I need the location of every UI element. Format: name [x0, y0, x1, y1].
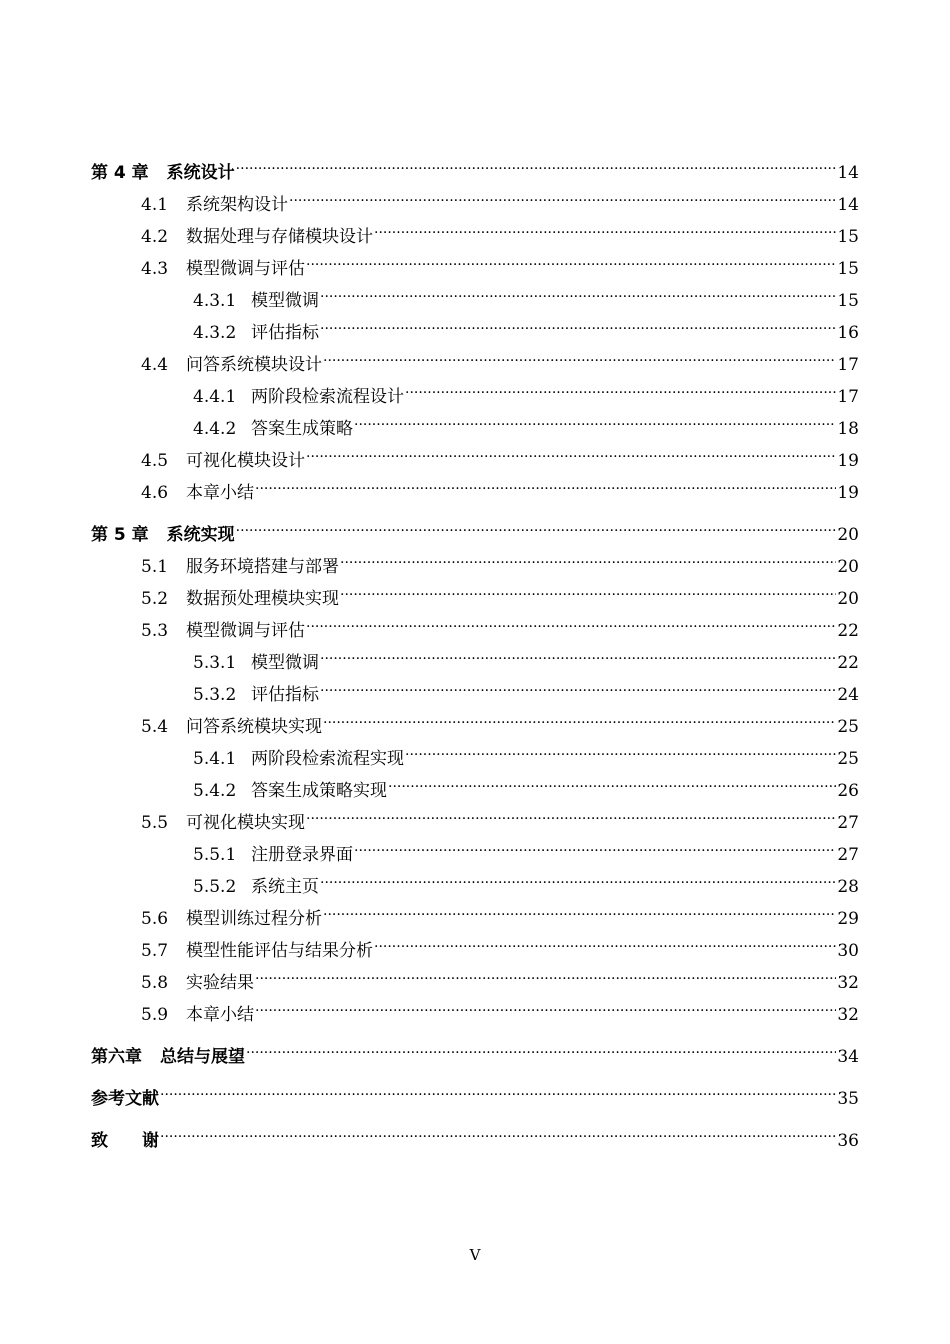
toc-entry-title — [141, 711, 322, 743]
toc-entry-title — [141, 967, 254, 999]
toc-entry-text: 数据处理与存储模块设计 — [186, 227, 373, 247]
dot-leader — [354, 402, 836, 434]
dot-leader — [323, 700, 836, 732]
toc-entry-page: 15 — [837, 291, 859, 311]
toc-entry-number: 4.3.1 — [193, 291, 237, 311]
toc-entry-title — [91, 157, 235, 189]
toc-entry-page: 26 — [837, 781, 859, 801]
toc-entry-page: 25 — [837, 749, 859, 769]
toc-entry-title — [193, 679, 319, 711]
toc-entry[interactable] — [91, 1030, 859, 1067]
dot-leader — [388, 764, 836, 796]
dot-leader — [354, 828, 836, 860]
dot-leader — [160, 1114, 836, 1146]
toc-entry-text: 评估指标 — [251, 685, 319, 705]
toc-entry-title — [91, 1083, 159, 1115]
toc-entry-text: 答案生成策略 — [251, 419, 353, 439]
toc-entry-title — [193, 743, 404, 775]
toc-entry-number: 4.3 — [141, 259, 169, 279]
dot-leader — [306, 604, 836, 636]
toc-entry-title — [193, 871, 319, 903]
toc-entry-title — [91, 1041, 245, 1073]
dot-leader — [255, 956, 836, 988]
toc-entry-text: 实验结果 — [186, 973, 254, 993]
dot-leader — [255, 988, 836, 1020]
dot-leader — [405, 732, 836, 764]
toc-entry-text: 系统实现 — [166, 525, 235, 545]
toc-entry-text: 致 谢 — [91, 1131, 159, 1151]
toc-entry-page: 27 — [837, 845, 859, 865]
toc-entry-number: 第 4 章 — [91, 163, 149, 183]
toc-entry-number: 5.4.1 — [193, 749, 237, 769]
toc-entry-title — [141, 615, 305, 647]
toc-entry-number: 第 5 章 — [91, 525, 149, 545]
toc-entry-number: 5.3.2 — [193, 685, 237, 705]
toc-entry-text: 问答系统模块实现 — [186, 717, 322, 737]
toc-entry-page: 14 — [837, 163, 859, 183]
toc-entry-text: 模型训练过程分析 — [186, 909, 322, 929]
toc-entry[interactable] — [91, 1114, 859, 1151]
toc-entry-text: 问答系统模块设计 — [186, 355, 322, 375]
toc-entry-page: 17 — [837, 387, 859, 407]
toc-entry[interactable] — [91, 1072, 859, 1109]
toc-entry-text: 两阶段检索流程设计 — [251, 387, 404, 407]
toc-entry-page: 20 — [837, 557, 859, 577]
dot-leader — [255, 466, 836, 498]
dot-leader — [289, 178, 836, 210]
toc-entry-page: 32 — [837, 1005, 859, 1025]
toc-entry-number: 5.4 — [141, 717, 169, 737]
toc-entry-number: 4.4.2 — [193, 419, 237, 439]
toc-entry-page: 19 — [837, 483, 859, 503]
dot-leader — [340, 540, 836, 572]
toc-entry-title — [141, 999, 254, 1031]
toc-entry-number: 5.7 — [141, 941, 169, 961]
toc-entry-page: 20 — [837, 589, 859, 609]
toc-entry-title — [141, 807, 305, 839]
toc-entry-text: 参考文献 — [91, 1089, 159, 1109]
dot-leader — [374, 924, 836, 956]
table-of-contents — [91, 146, 859, 1151]
toc-entry-page: 36 — [837, 1131, 859, 1151]
toc-entry-text: 模型微调 — [251, 291, 319, 311]
toc-entry-title — [193, 317, 319, 349]
toc-entry-page: 15 — [837, 227, 859, 247]
toc-entry-page: 17 — [837, 355, 859, 375]
toc-entry-number: 5.3 — [141, 621, 169, 641]
toc-entry-number: 第六章 — [91, 1047, 142, 1067]
toc-entry-page: 29 — [837, 909, 859, 929]
toc-entry-title — [193, 285, 319, 317]
toc-entry-text: 总结与展望 — [160, 1047, 245, 1067]
toc-entry-title — [141, 477, 254, 509]
toc-entry-title — [141, 189, 288, 221]
toc-entry-page: 25 — [837, 717, 859, 737]
dot-leader — [320, 306, 836, 338]
toc-entry-text: 可视化模块设计 — [186, 451, 305, 471]
page-number: V — [469, 1246, 481, 1264]
toc-entry-page: 20 — [837, 525, 859, 545]
toc-entry-page: 30 — [837, 941, 859, 961]
toc-entry-page: 18 — [837, 419, 859, 439]
toc-entry-title — [141, 349, 322, 381]
dot-leader — [236, 508, 837, 540]
toc-entry-text: 答案生成策略实现 — [251, 781, 387, 801]
toc-entry-page: 34 — [837, 1047, 859, 1067]
toc-entry-number: 5.2 — [141, 589, 169, 609]
toc-entry-page: 32 — [837, 973, 859, 993]
toc-entry[interactable] — [91, 146, 859, 183]
toc-entry-text: 本章小结 — [186, 483, 254, 503]
dot-leader — [323, 892, 836, 924]
toc-entry-page: 27 — [837, 813, 859, 833]
toc-entry-number: 4.1 — [141, 195, 169, 215]
toc-entry-number: 5.5 — [141, 813, 169, 833]
toc-entry-number: 5.5.1 — [193, 845, 237, 865]
toc-entry-title — [193, 647, 319, 679]
toc-entry-page: 28 — [837, 877, 859, 897]
toc-entry-number: 4.3.2 — [193, 323, 237, 343]
toc-entry-text: 模型微调与评估 — [186, 621, 305, 641]
toc-entry-text: 可视化模块实现 — [186, 813, 305, 833]
dot-leader — [340, 572, 836, 604]
toc-entry-number: 4.4.1 — [193, 387, 237, 407]
dot-leader — [306, 242, 836, 274]
dot-leader — [246, 1030, 836, 1062]
toc-entry-text: 系统架构设计 — [186, 195, 288, 215]
toc-entry-text: 系统主页 — [251, 877, 319, 897]
toc-entry-page: 24 — [837, 685, 859, 705]
toc-entry-title — [141, 903, 322, 935]
toc-entry-text: 服务环境搭建与部署 — [186, 557, 339, 577]
dot-leader — [320, 636, 836, 668]
dot-leader — [236, 146, 837, 178]
dot-leader — [160, 1072, 836, 1104]
toc-entry-title — [141, 253, 305, 285]
toc-entry-number: 5.3.1 — [193, 653, 237, 673]
toc-entry-text: 模型微调与评估 — [186, 259, 305, 279]
dot-leader — [306, 796, 836, 828]
toc-entry-text: 两阶段检索流程实现 — [251, 749, 404, 769]
dot-leader — [323, 338, 836, 370]
toc-entry-text: 系统设计 — [166, 163, 235, 183]
toc-entry-number: 4.4 — [141, 355, 169, 375]
toc-entry-number: 4.2 — [141, 227, 169, 247]
toc-entry-number: 5.1 — [141, 557, 169, 577]
toc-entry-number: 5.9 — [141, 1005, 169, 1025]
toc-entry-text: 数据预处理模块实现 — [186, 589, 339, 609]
toc-entry-number: 5.5.2 — [193, 877, 237, 897]
toc-entry-number: 5.4.2 — [193, 781, 237, 801]
toc-entry-text: 本章小结 — [186, 1005, 254, 1025]
toc-entry-page: 15 — [837, 259, 859, 279]
toc-entry[interactable] — [91, 508, 859, 545]
toc-entry-title — [141, 551, 339, 583]
toc-entry-page: 16 — [837, 323, 859, 343]
dot-leader — [320, 668, 836, 700]
toc-entry-text: 评估指标 — [251, 323, 319, 343]
dot-leader — [320, 860, 836, 892]
dot-leader — [405, 370, 836, 402]
toc-entry-page: 22 — [837, 653, 859, 673]
toc-entry-number: 4.6 — [141, 483, 169, 503]
toc-entry-page: 35 — [837, 1089, 859, 1109]
toc-entry-text: 模型性能评估与结果分析 — [186, 941, 373, 961]
toc-entry-number: 4.5 — [141, 451, 169, 471]
toc-entry-title — [91, 519, 235, 551]
toc-entry-page: 22 — [837, 621, 859, 641]
toc-entry-title — [91, 1125, 159, 1157]
dot-leader — [374, 210, 836, 242]
dot-leader — [306, 434, 836, 466]
toc-entry-number: 5.6 — [141, 909, 169, 929]
toc-entry-text: 注册登录界面 — [251, 845, 353, 865]
toc-entry-number: 5.8 — [141, 973, 169, 993]
toc-entry-text: 模型微调 — [251, 653, 319, 673]
dot-leader — [320, 274, 836, 306]
toc-entry-page: 19 — [837, 451, 859, 471]
toc-entry-page: 14 — [837, 195, 859, 215]
